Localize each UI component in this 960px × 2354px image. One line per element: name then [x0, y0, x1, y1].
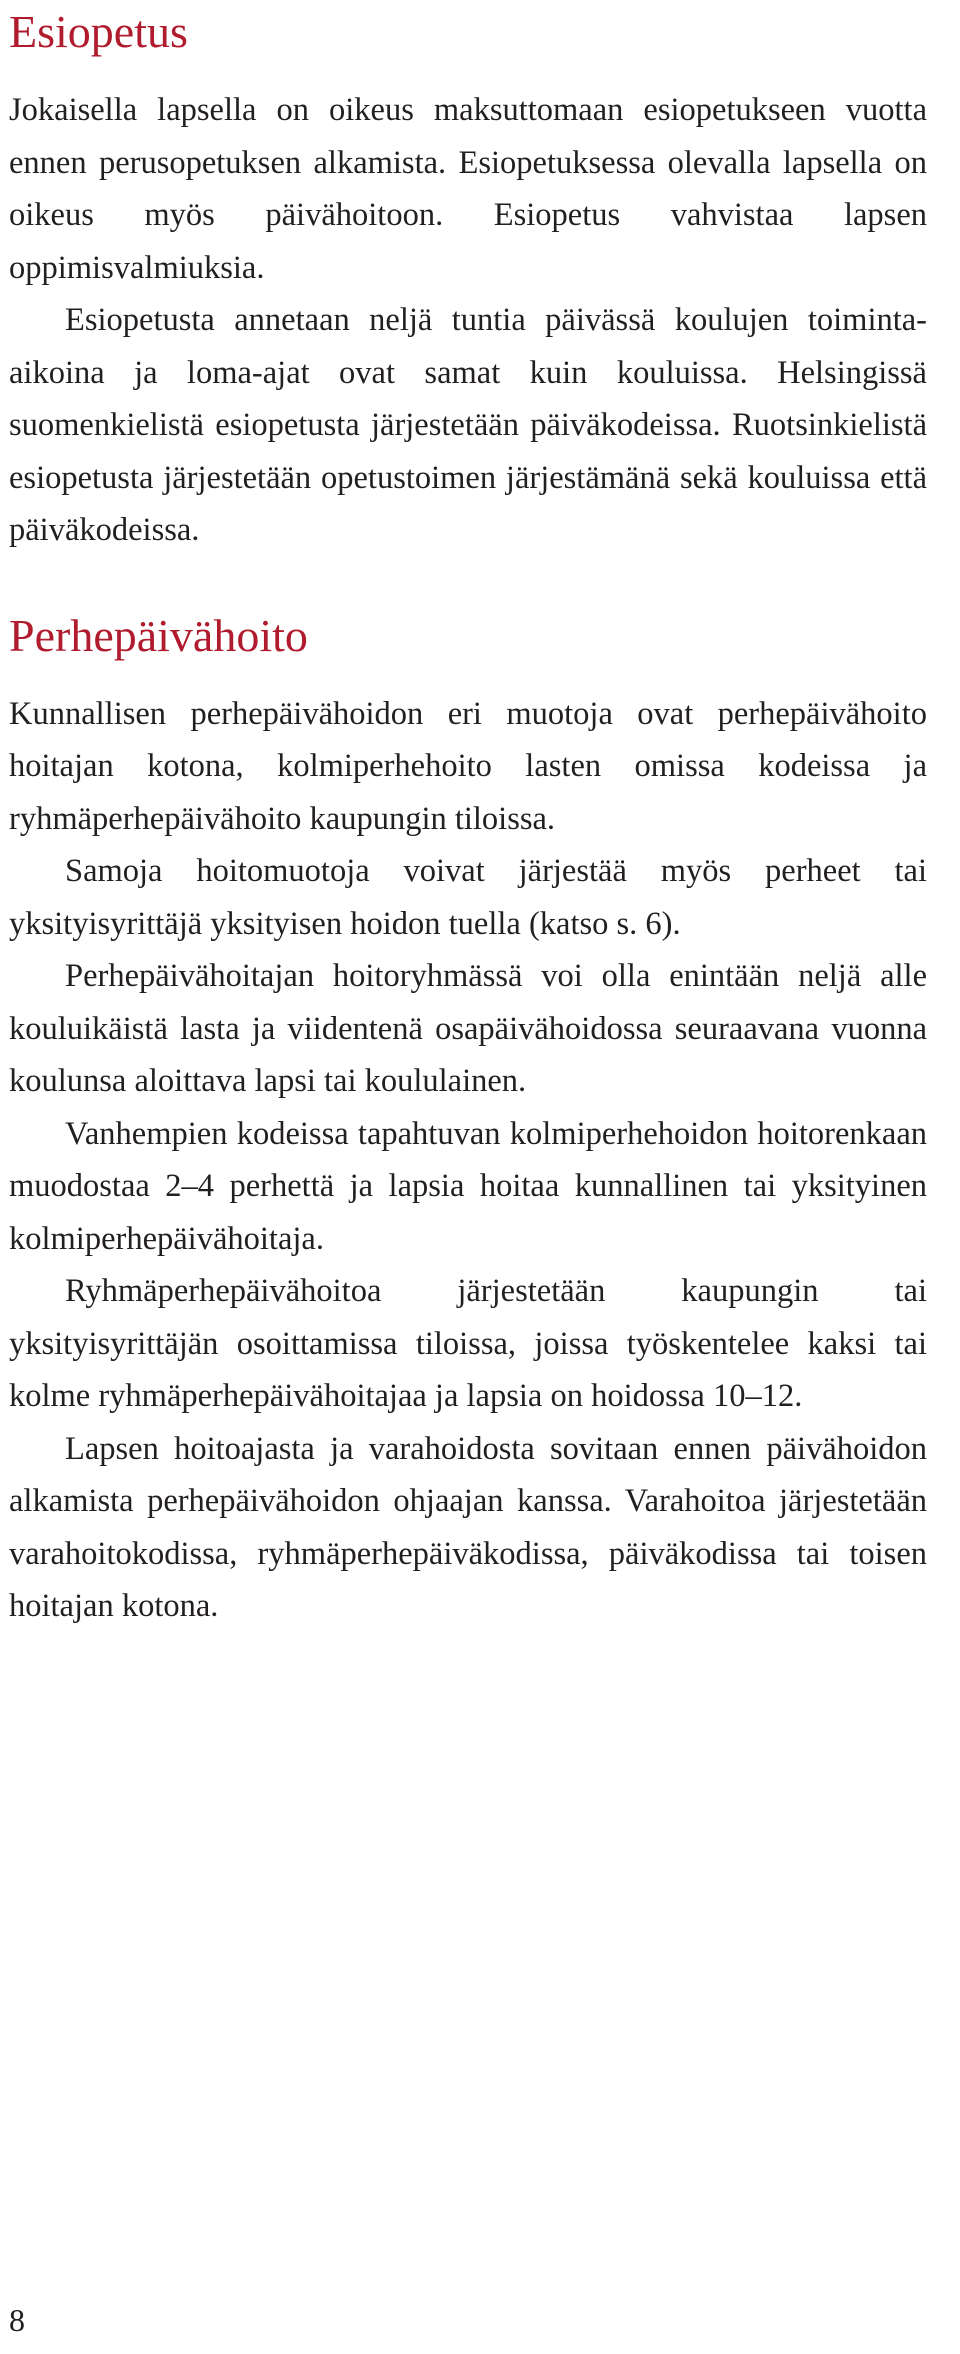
body-paragraph: Vanhempien kodeissa tapahtuvan kolmiperhehoidon hoitorenkaan muodostaa 2–4 perhettä ja lapsia hoitaa kunnallinen tai yksityinen kolmiperhepäivähoitaja. [9, 1115, 927, 1257]
section-esiopetus [9, 4, 927, 557]
document-page [9, 0, 927, 1633]
page-number: 8 [9, 2302, 25, 2338]
body-paragraph: Jokaisella lapsella on oikeus maksuttomaan esiopetukseen vuotta ennen perusopetuksen alkamista. Esiopetuksessa olevalla lapsella on oikeus myös päivähoitoon. Esiopetus vahvistaa lapsen oppimisvalmiuksia. [9, 92, 927, 286]
body-paragraph: Perhepäivähoitajan hoitoryhmässä voi olla enintään neljä alle kouluikäistä lasta ja viidentenä osapäivähoidossa seuraavana vuonna koulunsa aloittava lapsi tai koululainen. [9, 958, 927, 1099]
section-perhepaivahoito [9, 608, 927, 1633]
body-paragraph: Ryhmäperhepäivähoitoa järjestetään kaupungin tai yksityisyrittäjän osoittamissa tiloissa, joissa työskentelee kaksi tai kolme ryhmäperhepäivähoitajaa ja lapsia on hoidossa 10–12. [9, 1273, 927, 1414]
section-heading: Perhepäivähoito [9, 609, 308, 661]
section-heading: Esiopetus [9, 6, 188, 57]
body-paragraph: Esiopetusta annetaan neljä tuntia päivässä koulujen toiminta-aikoina ja loma-ajat ovat samat kuin kouluissa. Helsingissä suomenkielistä esiopetusta järjestetään päiväkodeissa. Ruotsinkielistä esiopetusta järjestetään opetustoimen järjestämänä sekä kouluissa että päiväkodeissa. [9, 302, 927, 548]
body-paragraph: Samoja hoitomuotoja voivat järjestää myös perheet tai yksityisyrittäjä yksityisen hoidon tuella (katso s. 6). [9, 853, 927, 942]
body-paragraph: Kunnallisen perhepäivähoidon eri muotoja ovat perhepäivähoito hoitajan kotona, kolmiperhehoito lasten omissa kodeissa ja ryhmäperhepäivähoito kaupungin tiloissa. [9, 695, 927, 837]
body-paragraph: Lapsen hoitoajasta ja varahoidosta sovitaan ennen päivähoidon alkamista perhepäivähoidon ohjaajan kanssa. Varahoitoa järjestetään varahoitokodissa, ryhmäperhepäiväkodissa, päiväkodissa tai toisen hoitajan kotona. [9, 1430, 927, 1624]
